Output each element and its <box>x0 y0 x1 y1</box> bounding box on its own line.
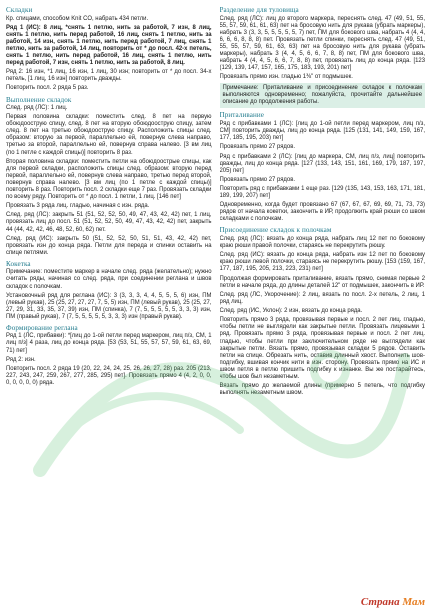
paragraph: Повторить посл. 2 ряда 19 (20, 22, 24, 24, 25, 26, 26, 27, 28) раз. 205 (213, 227, 243, 247, 259, 267, 277, 285, 295) пет]. Провязать прямо 4 (4, 2, 0, 0, 0, 0, 0, 0, 0) ряда. <box>6 365 212 387</box>
paragraph: Ряд 1 (ИС): 8 лиц, *снять 1 петлю, нить за работой, 7 изн, 8 лиц, снять 1 петлю, нить перед работой, 16 лиц, снять 1 петлю, нить за работой, 14 изн, снять 1 петлю, нить перед работой, 7 лиц, снять 1 петлю, нить за работой, 14 лиц, повторить от * до посл. 42-х петель, снять 1 петлю, нить перед работой, 16 лиц, снять 1 петлю, нить перед работой, 7 изн, снять 1 петлю, нить за работой, 8 лиц. <box>6 24 212 66</box>
paragraph: След. ряд (ЛС): 1 лиц. <box>6 105 68 112</box>
left-column <box>6 6 212 606</box>
paragraph: Вязать прямо до желаемой длины (примерно 5 петель, что подгибку выполнять незаметным швом. <box>219 383 425 397</box>
paragraph: Провязать 3 ряда лиц. гладью, начиная с изн. ряда. <box>6 203 150 210</box>
paragraph: Примечание: поместите маркер в начале след. ряда (желательно); нужно считать ряды, начиная со след. ряда, при соединении реглана и швов складок с полочкам. <box>6 269 212 290</box>
paragraph: Продолжая формировать приталивание, вязать прямо, снимая первые 2 петли в начале ряда, до длины деталей 12" от подмышек, закончить в ИР. <box>219 275 425 289</box>
paragraph: След. ряд (ЛС): лиц до второго маркера, переснять след. 47 (49, 51, 55, 55, 57, 59, 61, 61, 63) пет на бросовую нить для рукава (убрать маркеры), набрать 3 (3, 3, 5, 5, 5, 5, 5, 7) пет, ПМ для бокового шва, набрать 4 (4, 4, 6, 6, 6, 8, 8, 8) пет. Провязать петли спинки, переснять след. 47 (49, 51, 55, 55, 57, 59, 61, 63, 63) пет на бросовую нить для рукава (убрать маркеры), набрать 3 (4, 4, 5, 6, 6, 7, 8, 8) пет, ПМ для бокового шва, набрать 4 (4, 4, 5, 6, 6, 7, 8, 8) пет, провязать лиц до конца ряда. [123 (129, 139, 147, 157, 165, 175, 183, 193, 201) пет] <box>219 15 425 71</box>
paragraph: Провязать прямо 27 рядов. <box>219 176 296 183</box>
site-logo: Страна Мам <box>360 596 425 608</box>
paragraph: Провязать прямо 27 рядов. <box>219 144 296 151</box>
paragraph: След. ряд (ИС): закрыть 50 (51, 52, 52, 50, 51, 51, 43, 42, 42) пет, провязать изн до конца ряда. Петли для переда и спинки оставить на спице петлями. <box>6 235 212 256</box>
paragraph: Кр. спицами, способом Knit CO, набрать 434 петли. <box>6 15 149 22</box>
paragraph: Ряд 2: 16 изн, *1 лиц, 16 изн, 1 лиц, 30 изн; повторить от * до посл. 34-х петель, [1 лиц, 16 изн] повторить дважды. <box>6 69 212 83</box>
section-title-join-pleats: Присоединение складок к полочкам <box>219 226 332 235</box>
paragraph: Повторить ряд с прибавками 1 еще раз. [129 (135, 143, 153, 163, 171, 181, 189, 199, 207) пет] <box>219 186 425 200</box>
paragraph: Установочный ряд для реглана (ИС): 3 (3, 3, 3, 4, 4, 5, 5, 5, 6) изн, ПМ (левый рукав), 25 (25, 27, 27, 27, 7, 5, 5) изн, ПМ (левый рукав), 25 (25, 27, 27, 29, 31, 33, 35, 37, 39) изн, ПМ (спинка), 7 (7, 5, 5, 5, 5, 5, 3, 3, 3) изн, ПМ (правый рукав), 7 (7, 5, 5, 5, 5, 5, 3, 3, 3) изн (правый рукав). <box>6 292 212 320</box>
paragraph: Ряд 1 (ЛС, прибавки): *[лиц до 1-ой петли перед маркером, лиц п/з, СМ, 1 лиц п/з] 4 раза, лиц до конца ряда. [53 (53, 51, 55, 57, 57, 59, 61, 63, 69, 71) пет] <box>6 333 212 354</box>
paragraph: Одновременно, когда будет провязано 67 (67, 67, 67, 69, 69, 71, 73, 73) рядов от начала кокетки, закончить в ИР, продолжить край рюши со швом складками с полочкам. <box>219 202 425 223</box>
note-text: Примечание: Приталивание и присоединение складок к полочкам выполняются одновременно; пожалуйста, прочитайте дальнейшее описание до продолжения работы. <box>222 85 422 106</box>
paragraph: Ряд с прибавками 2 (ЛС): [лиц до маркера, СМ, лиц п/з, лиц] повторить дважды, лиц до конца ряда. [127 (133, 143, 151, 161, 169, 179, 187, 197, 205) пет] <box>219 153 425 174</box>
paragraph: След. ряд (ЛС): закрыть 51 (51, 52, 52, 50, 49, 47, 43, 42, 42) пет, 1 лиц, провязать лиц до посл. 51 (51, 52, 52, 50, 49, 47, 43, 42, 42) пет, закрыть 44 (44, 42, 42, 46, 48, 52, 60, 62) пет. <box>6 212 212 233</box>
paragraph: Ряд 2: изн. <box>6 356 36 363</box>
section-title-raglan: Формирование реглана <box>6 323 78 332</box>
paragraph: След. ряд (ЛС, Укорочение): 2 лиц, вязать по посл. 2-х петель, 2 лиц, 1 ряд лиц. <box>219 291 425 305</box>
paragraph: След. ряд (ИС): вязать до конца ряда, набрать изн 12 пет по боковому краю рюши левой полочки, стараясь не перекрутить рюшу. [153 (159, 167, 177, 187, 195, 205, 213, 223, 231) пет] <box>219 252 425 273</box>
paragraph: След. ряд (ИС, Уклон): 2 изн, вязать до конца ряда. <box>219 308 363 315</box>
paragraph: Провязать прямо изн. гладью 1⅜" от подмышек. <box>219 74 353 81</box>
paragraph: Вторая половина складки: поместить петли на обоюдоострые спицы, как для первой складки, расположить спицы след. образом: вторую перед первой, параллельно ей, повернув слева направо, третью перед второй, повернув справа налево. [3 вм лиц (по 1 петле с каждой спицы)] повторить 8 раз. Повторить посл. 2 складки еще 7 раз. Провязать складки по всему ряду. Повторить от * до посл. 1 петли, 1 лиц. [146 пет] <box>6 158 212 200</box>
paragraph: След. ряд (ЛС): вязать до конца ряда, набрать лиц 12 пет по боковому краю рюши правой полочки, стараясь не перекрутить рюшу. <box>219 235 425 250</box>
section-title-pleats: Складки <box>6 6 33 14</box>
section-title-body-divide: Разделение для туловища <box>219 6 299 14</box>
paragraph: Первая половина складки: поместить след. 8 пет на первую обоюдоострую спицу, след. 8 пет на вторую обоюдоострую спицу, затем след. 8 пет на третью обоюдоострую спицу. Расположить спицы след. образом: вторую за первой, параллельно ей, повернув слева направо, третью за второй, параллельно ей, повернув справа налево. [3 вм лиц (по 1 петле с каждой спицы)] повторить 8 раз. <box>6 114 212 156</box>
paragraph: Повторить посл. 2 ряда 5 раз. <box>6 85 89 92</box>
section-title-waist-shaping: Приталивание <box>219 111 265 120</box>
section-title-yoke: Кокетка <box>6 259 31 268</box>
paragraph: Повторить прямо 3 ряда, провязывая первые и посл. 2 пет лиц. гладью, чтобы петли не выглядели как закрытые петли. Провязать лицевыми 1 ряд. Провязать прямо 3 ряда, провязывая первые и посл. 2 пет лиц. гладью, чтобы петли при заключительном ряде не выглядели как закрытые петли. Вязать прямо, провязывая складки 5 рядов. Оставить петли на спице. Обрезать нить, оставив длинный хвост. Выполнить шов-подгибку, вшивая кончик нити в изн. сторону. Провязать прямо на ИС и швом петля в петлю пришить подгибку к изнанке. Вы же постарайтесь, чтобы шов был незаметным. <box>219 317 425 380</box>
paragraph: Ряд с прибавками 1 (ЛС): [лиц до 1-ой петли перед маркером, лиц п/з, СМ] повторить дважды, лиц до конца ряда. [125 (131, 141, 149, 159, 167, 177, 185, 195, 203) пет] <box>219 120 425 142</box>
right-column <box>220 6 426 606</box>
note-box <box>220 83 426 108</box>
section-title-making-pleats: Выполнение складок <box>6 95 72 104</box>
